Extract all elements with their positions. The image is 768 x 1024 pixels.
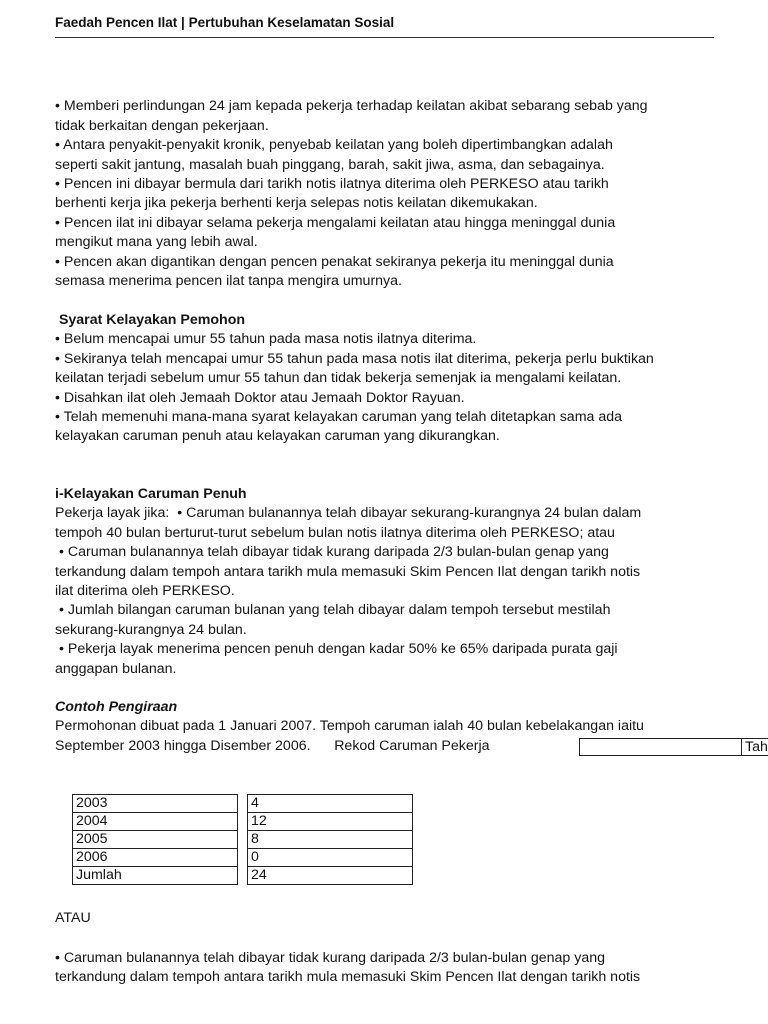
- table-row: [248, 831, 413, 849]
- kelayakan-line: Pekerja layak jika: • Caruman bulanannya telah dibayar sekurang-kurangnya 24 bulan dalam: [55, 505, 642, 521]
- intro-line: • Pencen ini dibayar bermula dari tarikh notis ilatnya diterima oleh PERKESO atau tarikh: [55, 176, 609, 192]
- syarat-line: • Belum mencapai umur 55 tahun pada masa notis ilatnya diterima.: [55, 331, 477, 347]
- total-value-cell: 24: [248, 867, 413, 885]
- kelayakan-line: tempoh 40 bulan berturut-turut sebelum bulan notis ilatnya diterima oleh PERKESO; atau: [55, 525, 615, 541]
- intro-line: • Pencen akan digantikan dengan pencen penakat sekiranya pekerja itu meninggal dunia: [55, 254, 614, 270]
- kelayakan-heading: i-Kelayakan Caruman Penuh: [55, 486, 247, 502]
- syarat-line: kelayakan caruman penuh atau kelayakan caruman yang dikurangkan.: [55, 428, 500, 444]
- syarat-line: • Sekiranya telah mencapai umur 55 tahun pada masa notis ilat diterima, pekerja perlu buktikan: [55, 351, 654, 367]
- kelayakan-line: terkandung dalam tempoh antara tarikh mula memasuki Skim Pencen Ilat dengan tarikh notis: [55, 564, 641, 580]
- syarat-line: • Telah memenuhi mana-mana syarat kelayakan caruman yang telah ditetapkan sama ada: [55, 409, 623, 425]
- year-cell: 2006: [73, 849, 238, 867]
- record-header-empty-cell: [579, 738, 742, 756]
- year-cell: 2003: [73, 795, 238, 813]
- kelayakan-line: anggapan bulanan.: [55, 661, 177, 677]
- year-column-table: [72, 794, 238, 885]
- value-column-table: [247, 794, 413, 885]
- kelayakan-line: • Jumlah bilangan caruman bulanan yang telah dibayar dalam tempoh tersebut mestilah: [55, 602, 611, 618]
- syarat-line: keilatan terjadi sebelum umur 55 tahun dan tidak bekerja semenjak ia mengalami keilatan.: [55, 370, 622, 386]
- table-row: [248, 867, 413, 885]
- total-label-cell: Jumlah: [73, 867, 238, 885]
- value-cell: 0: [248, 849, 413, 867]
- intro-line: • Antara penyakit-penyakit kronik, penyebab keilatan yang boleh dipertimbangkan adalah: [55, 137, 613, 153]
- intro-line: seperti sakit jantung, masalah buah pinggang, barah, sakit jiwa, asma, dan sebagainya.: [55, 157, 605, 173]
- table-row: [73, 867, 238, 885]
- kelayakan-line: ilat diterima oleh PERKESO.: [55, 583, 235, 599]
- intro-line: semasa menerima pencen ilat tanpa mengira umurnya.: [55, 273, 402, 289]
- table-row: [248, 795, 413, 813]
- kelayakan-line: • Caruman bulanannya telah dibayar tidak kurang daripada 2/3 bulan-bulan genap yang: [55, 544, 609, 560]
- year-cell: 2004: [73, 813, 238, 831]
- intro-line: berhenti kerja jika pekerja berhenti kerja selepas notis keilatan dikemukakan.: [55, 195, 538, 211]
- value-cell: 8: [248, 831, 413, 849]
- intro-line: mengikut mana yang lebih awal.: [55, 234, 258, 250]
- year-cell: 2005: [73, 831, 238, 849]
- table-row: [248, 813, 413, 831]
- table-row: [73, 795, 238, 813]
- contoh-heading: Contoh Pengiraan: [55, 699, 178, 715]
- contoh-line: Permohonan dibuat pada 1 Januari 2007. Tempoh caruman ialah 40 bulan kebelakangan iaitu: [55, 718, 644, 734]
- record-header-cell-tahun: Tah: [741, 738, 768, 756]
- atau-line: terkandung dalam tempoh antara tarikh mula memasuki Skim Pencen Ilat dengan tarikh notis: [55, 969, 641, 985]
- intro-line: • Memberi perlindungan 24 jam kepada pekerja terhadap keilatan akibat sebarang sebab yang: [55, 98, 648, 114]
- contoh-line: September 2003 hingga Disember 2006. Rekod Caruman Pekerja: [55, 738, 490, 754]
- intro-line: • Pencen ilat ini dibayar selama pekerja mengalami keilatan atau hingga meninggal dunia: [55, 215, 616, 231]
- syarat-heading: Syarat Kelayakan Pemohon: [55, 312, 246, 328]
- syarat-line: • Disahkan ilat oleh Jemaah Doktor atau Jemaah Doktor Rayuan.: [55, 390, 465, 406]
- intro-line: tidak berkaitan dengan pekerjaan.: [55, 118, 269, 134]
- table-row: [248, 849, 413, 867]
- atau-label: ATAU: [55, 910, 91, 926]
- value-cell: 12: [248, 813, 413, 831]
- kelayakan-line: sekurang-kurangnya 24 bulan.: [55, 622, 247, 638]
- kelayakan-line: • Pekerja layak menerima pencen penuh dengan kadar 50% ke 65% daripada purata gaji: [55, 641, 618, 657]
- atau-line: • Caruman bulanannya telah dibayar tidak kurang daripada 2/3 bulan-bulan genap yang: [55, 950, 606, 966]
- table-row: [73, 831, 238, 849]
- table-row: [73, 813, 238, 831]
- page-header-title: Faedah Pencen Ilat | Pertubuhan Keselamatan Sosial: [55, 14, 714, 38]
- value-cell: 4: [248, 795, 413, 813]
- table-row: [73, 849, 238, 867]
